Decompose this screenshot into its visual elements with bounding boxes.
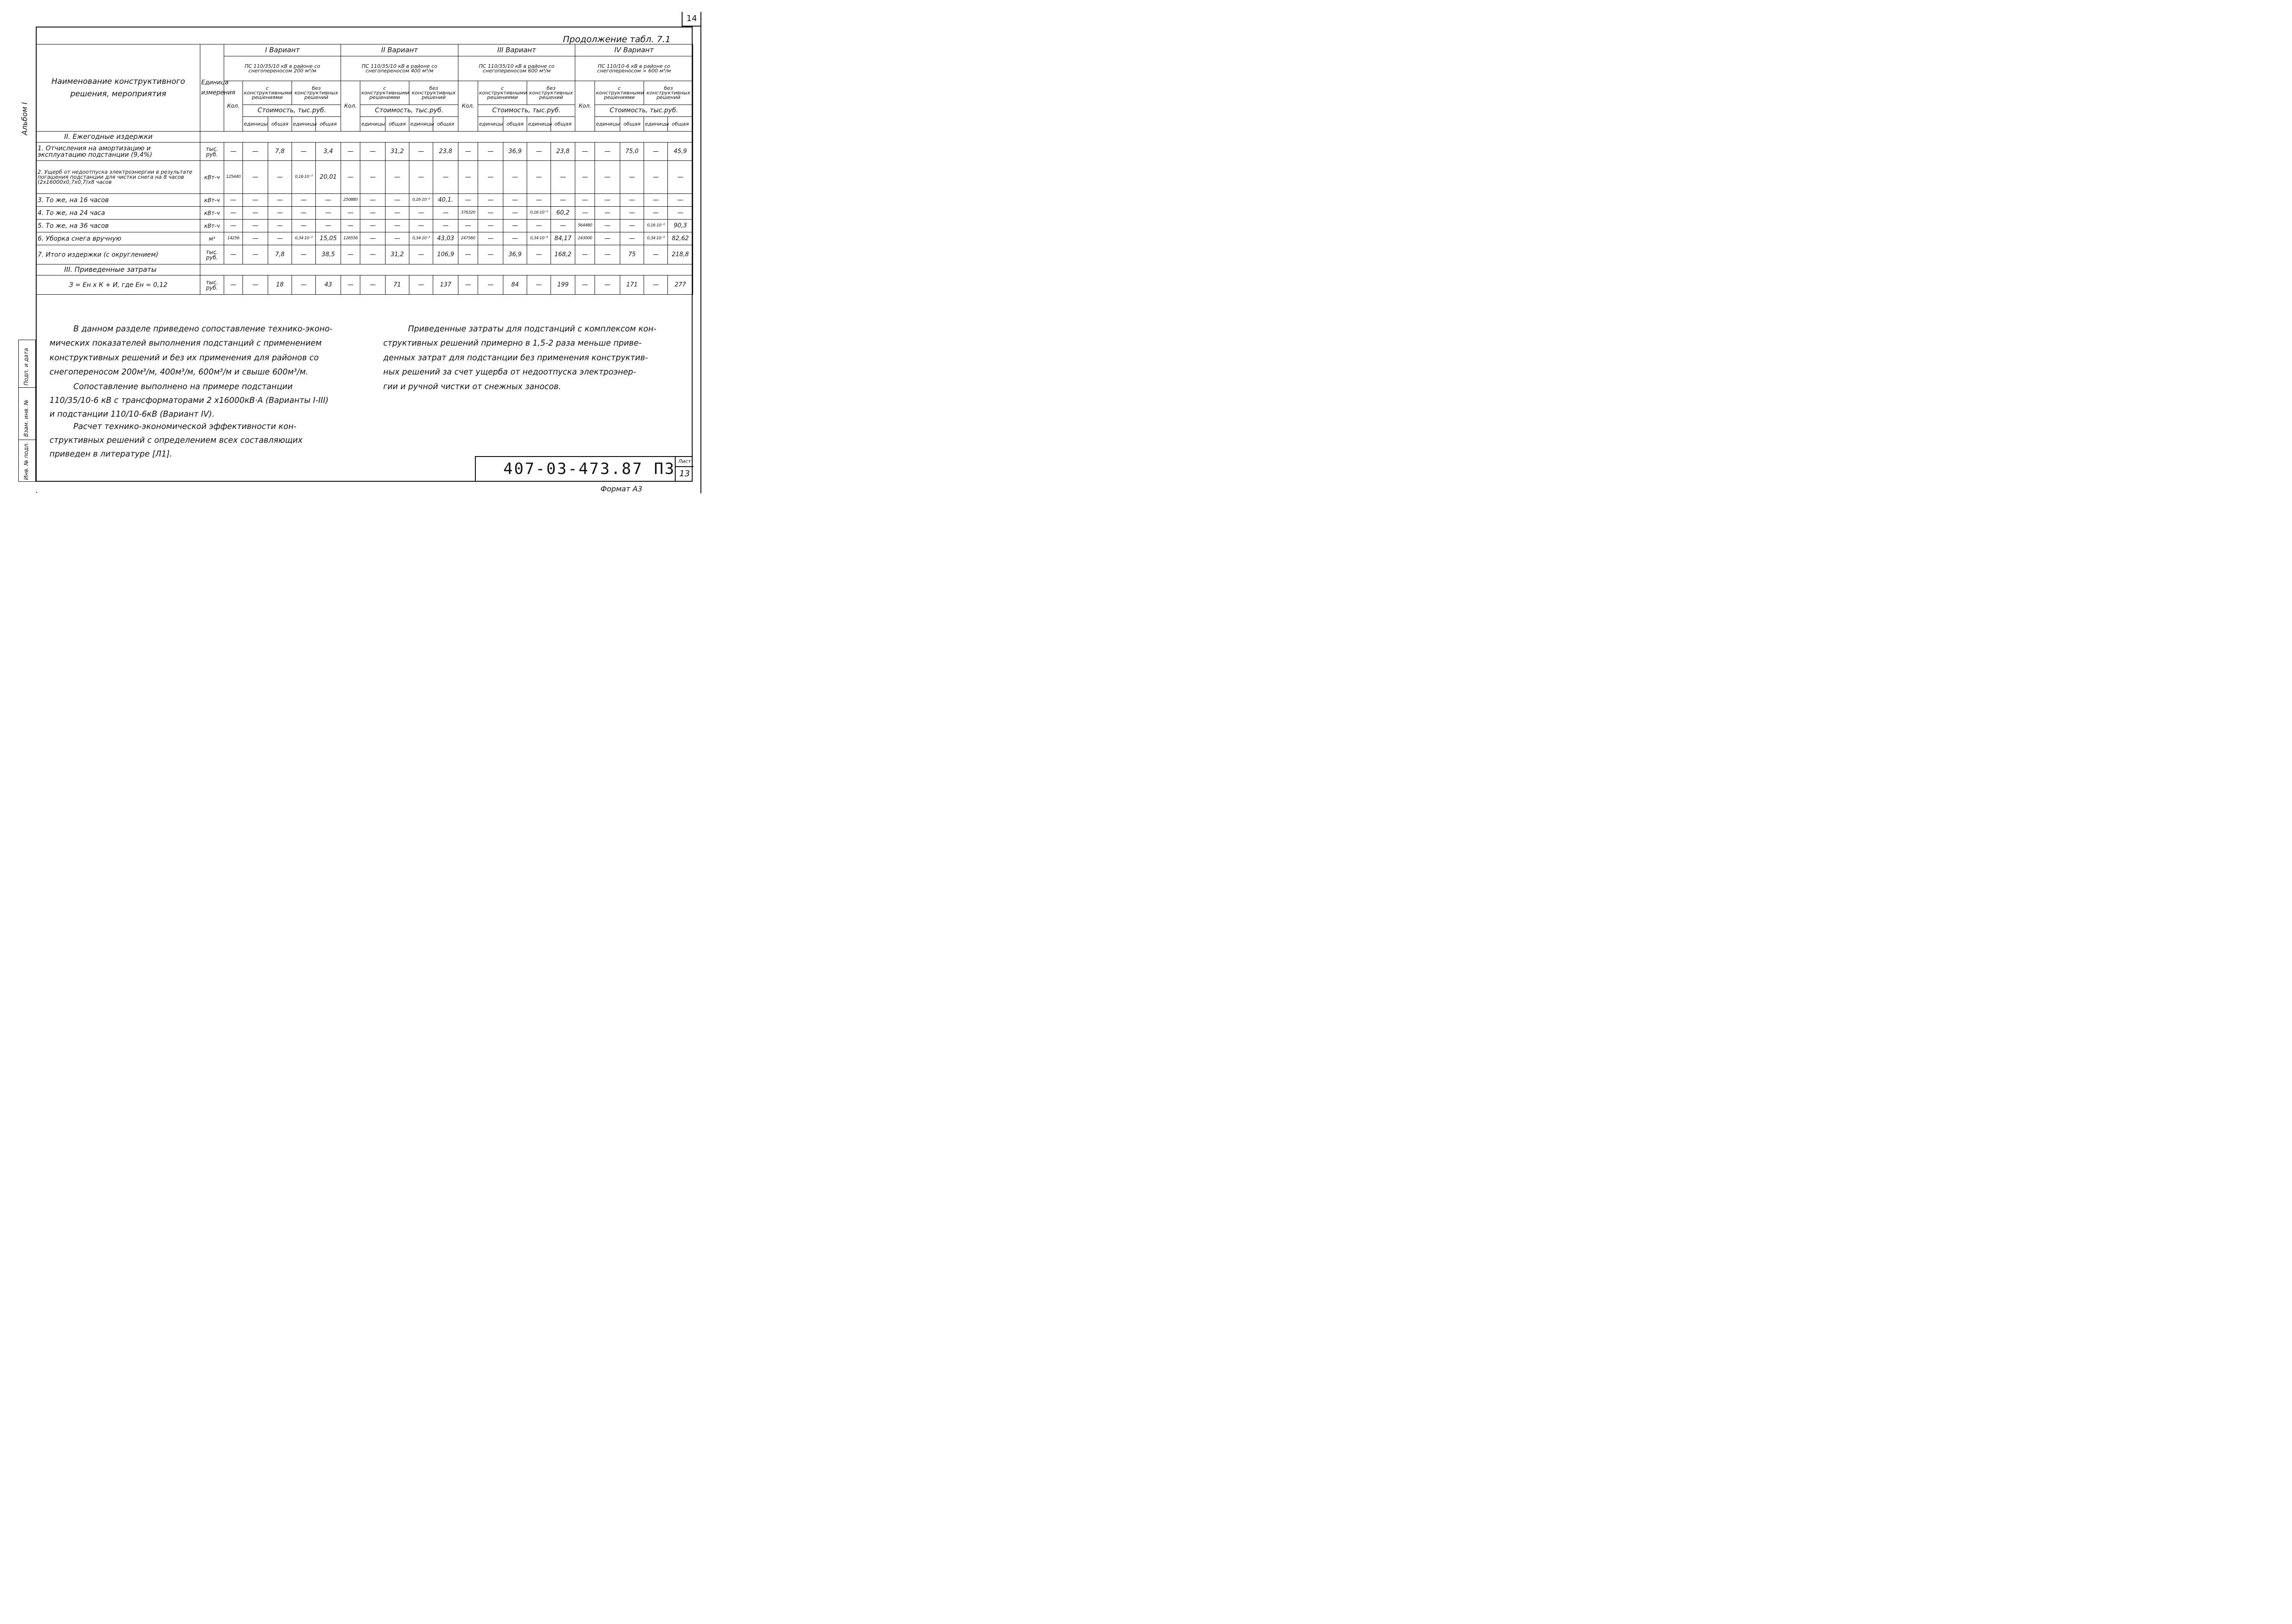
paragraph-line: приведен в литературе [Л1]. — [50, 450, 172, 459]
value-cell: — — [386, 161, 409, 194]
value-cell: 90,3 — [668, 220, 693, 232]
value-cell: 0,34·10⁻³ — [409, 232, 433, 245]
value-cell: 23,8 — [551, 143, 575, 161]
value-cell: — — [341, 143, 360, 161]
unit-cost-header: единицы — [243, 117, 268, 132]
value-cell: — — [292, 275, 316, 295]
value-cell: — — [268, 220, 292, 232]
value-cell: — — [268, 232, 292, 245]
value-cell: — — [458, 161, 478, 194]
value-cell: — — [595, 207, 620, 220]
variant-1-desc: ПС 110/35/10 кВ в районе со снегопереносом 200 м³/м — [224, 56, 341, 81]
row-unit: кВт-ч — [200, 161, 224, 194]
value-cell: — — [341, 245, 360, 264]
value-cell: — — [243, 143, 268, 161]
value-cell: — — [644, 143, 668, 161]
row-name: 5. То же, на 36 часов — [37, 220, 200, 232]
value-cell: — — [292, 143, 316, 161]
value-cell: 168,2 — [551, 245, 575, 264]
value-cell: — — [409, 207, 433, 220]
value-cell: — — [551, 161, 575, 194]
value-cell: 75,0 — [620, 143, 644, 161]
value-cell: — — [268, 207, 292, 220]
value-cell: — — [458, 245, 478, 264]
unit-cost-header: единицы — [360, 117, 386, 132]
paragraph-line: мических показателей выполнения подстанций с применением — [50, 339, 322, 348]
table-row — [37, 220, 693, 232]
value-cell: 82,62 — [668, 232, 693, 245]
value-cell: — — [478, 220, 503, 232]
sheet-label: Лист — [675, 457, 694, 467]
paragraph-line: структивных решений примерно в 1,5-2 раза меньше приве- — [383, 339, 642, 348]
row-name: 7. Итого издержки (с округлением) — [37, 245, 200, 264]
value-cell: 15,05 — [316, 232, 341, 245]
side-stamp — [18, 340, 36, 482]
qty-header: Кол. — [224, 81, 243, 132]
value-cell: 243000 — [575, 232, 595, 245]
unit-cost-header: единицы — [478, 117, 503, 132]
value-cell: 3,4 — [316, 143, 341, 161]
value-cell: 0,34·10⁻³ — [644, 232, 668, 245]
variant-1-title: I Вариант — [224, 44, 341, 56]
value-cell: 0,16·10⁻³ — [527, 207, 551, 220]
unit-cost-header: единицы — [409, 117, 433, 132]
value-cell: — — [478, 232, 503, 245]
paragraph-line: конструктивных решений и без их применения для районов со — [50, 353, 319, 363]
side-replace-inv: Взам. инв. № — [23, 399, 29, 437]
value-cell: — — [292, 207, 316, 220]
value-cell: 106,9 — [433, 245, 458, 264]
value-cell: — — [409, 245, 433, 264]
value-cell: — — [316, 220, 341, 232]
total-cost-header: общая — [620, 117, 644, 132]
value-cell: 84 — [503, 275, 527, 295]
value-cell: — — [409, 143, 433, 161]
value-cell: — — [620, 194, 644, 207]
value-cell: 20,01 — [316, 161, 341, 194]
total-cost-header: общая — [386, 117, 409, 132]
value-cell: — — [527, 220, 551, 232]
cost-header: Стоимость, тыс.руб. — [360, 105, 458, 117]
value-cell: — — [644, 161, 668, 194]
value-cell: — — [478, 207, 503, 220]
value-cell: — — [341, 220, 360, 232]
paragraph-line: ных решений за счет ущерба от недоотпуска электроэнер- — [383, 368, 636, 377]
value-cell: 0,16·10⁻³ — [409, 194, 433, 207]
value-cell: — — [551, 194, 575, 207]
value-cell: — — [458, 220, 478, 232]
value-cell: 7,8 — [268, 143, 292, 161]
value-cell: 218,8 — [668, 245, 693, 264]
value-cell: — — [458, 275, 478, 295]
value-cell: — — [503, 220, 527, 232]
value-cell: — — [595, 275, 620, 295]
value-cell: 171 — [620, 275, 644, 295]
paragraph-line: Сопоставление выполнено на примере подстанции — [73, 382, 293, 391]
unit-cost-header: единицы — [292, 117, 316, 132]
value-cell: — — [243, 207, 268, 220]
value-cell: — — [503, 161, 527, 194]
value-cell: — — [668, 207, 693, 220]
value-cell: — — [292, 194, 316, 207]
value-cell: — — [644, 245, 668, 264]
table-row — [37, 161, 693, 194]
right-border — [700, 12, 701, 493]
value-cell: 40,1. — [433, 194, 458, 207]
value-cell: — — [668, 161, 693, 194]
total-cost-header: общая — [268, 117, 292, 132]
value-cell: — — [409, 161, 433, 194]
without-solutions-header: без конструктивных решений — [527, 81, 575, 105]
unit-col-header: Единица измерения — [200, 44, 224, 132]
variant-2-title: II Вариант — [341, 44, 458, 56]
sheet-number: 13 — [675, 467, 694, 482]
with-solutions-header: с конструктивными решениями — [478, 81, 527, 105]
qty-header: Кол. — [575, 81, 595, 132]
row-name: 4. То же, на 24 часа — [37, 207, 200, 220]
value-cell: 277 — [668, 275, 693, 295]
value-cell: 31,2 — [386, 143, 409, 161]
table-row — [37, 245, 693, 264]
value-cell: — — [433, 161, 458, 194]
without-solutions-header: без конструктивных решений — [644, 81, 693, 105]
album-label: Альбом I — [20, 102, 29, 135]
value-cell: — — [243, 220, 268, 232]
unit-cost-header: единицы — [595, 117, 620, 132]
value-cell: — — [595, 232, 620, 245]
side-sign-date: Подп. и дата — [23, 348, 29, 385]
value-cell: 376320 — [458, 207, 478, 220]
value-cell: 75 — [620, 245, 644, 264]
value-cell: 45,9 — [668, 143, 693, 161]
value-cell: 60,2 — [551, 207, 575, 220]
paragraph-line: 110/35/10-6 кВ с трансформаторами 2 x16000кВ·А (Варианты I-III) — [50, 396, 329, 405]
top-sheet-number: 14 — [682, 12, 701, 27]
value-cell: — — [433, 220, 458, 232]
value-cell: — — [575, 161, 595, 194]
value-cell: — — [360, 194, 386, 207]
value-cell: — — [268, 161, 292, 194]
value-cell: — — [458, 194, 478, 207]
paragraph-line: снегопереносом 200м³/м, 400м³/м, 600м³/м и свыше 600м³/м. — [50, 368, 309, 377]
paragraph-line: денных затрат для подстанции без применения конструктив- — [383, 353, 648, 363]
value-cell: — — [386, 207, 409, 220]
value-cell: — — [595, 143, 620, 161]
value-cell: 43,03 — [433, 232, 458, 245]
row-name: 1. Отчисления на амортизацию и эксплуатацию подстанции (9,4%) — [37, 143, 200, 161]
name-col-header: Наименование конструктивного решения, мероприятия — [37, 44, 200, 132]
value-cell: — — [644, 275, 668, 295]
paragraph-line: В данном разделе приведено сопоставление технико-эконо- — [73, 325, 333, 334]
side-inv-original: Инв. № подл. — [23, 442, 29, 480]
value-cell: — — [316, 207, 341, 220]
value-cell: — — [360, 207, 386, 220]
value-cell: — — [386, 220, 409, 232]
cost-header: Стоимость, тыс.руб. — [478, 105, 575, 117]
value-cell: — — [243, 161, 268, 194]
value-cell: 0,34·10⁻³ — [527, 232, 551, 245]
value-cell: — — [224, 194, 243, 207]
value-cell: — — [595, 161, 620, 194]
value-cell: 247560 — [458, 232, 478, 245]
row-unit: тыс. руб. — [200, 143, 224, 161]
value-cell: 84,17 — [551, 232, 575, 245]
value-cell: — — [527, 143, 551, 161]
value-cell: — — [224, 143, 243, 161]
value-cell: — — [503, 232, 527, 245]
paragraph-line: гии и ручной чистки от снежных заносов. — [383, 382, 561, 391]
value-cell: 31,2 — [386, 245, 409, 264]
row-unit: кВт-ч — [200, 220, 224, 232]
total-cost-header: общая — [316, 117, 341, 132]
value-cell: — — [595, 194, 620, 207]
value-cell: — — [620, 161, 644, 194]
row-unit: тыс. руб. — [200, 275, 224, 295]
value-cell: — — [644, 194, 668, 207]
value-cell: — — [409, 220, 433, 232]
row-unit: тыс. руб. — [200, 245, 224, 264]
paragraph-line: и подстанции 110/10-6кВ (Вариант IV). — [50, 410, 215, 419]
section-annual-costs: II. Ежегодные издержки — [37, 132, 200, 143]
value-cell: — — [292, 220, 316, 232]
document-code: 407-03-473.87 ПЗ — [503, 460, 676, 478]
value-cell: 250880 — [341, 194, 360, 207]
value-cell: — — [527, 245, 551, 264]
value-cell: — — [224, 245, 243, 264]
table-row — [37, 207, 693, 220]
value-cell: — — [595, 220, 620, 232]
unit-cost-header: единицы — [527, 117, 551, 132]
variant-4-title: IV Вариант — [575, 44, 693, 56]
section-reduced-costs: III. Приведенные затраты — [37, 264, 200, 275]
cost-table — [36, 44, 693, 295]
value-cell: 0,34·10⁻³ — [292, 232, 316, 245]
value-cell: 36,9 — [503, 143, 527, 161]
without-solutions-header: без конструктивных решений — [292, 81, 341, 105]
variant-2-desc: ПС 110/35/10 кВ в районе со снегопереносом 400 м³/м — [341, 56, 458, 81]
value-cell: 23,8 — [433, 143, 458, 161]
value-cell: — — [478, 143, 503, 161]
variant-3-desc: ПС 110/35/10 кВ в районе со снегопереносом 600 м³/м — [458, 56, 575, 81]
table-row — [37, 232, 693, 245]
variant-3-title: III Вариант — [458, 44, 575, 56]
value-cell: — — [409, 275, 433, 295]
paragraph-line: Расчет технико-экономической эффективности кон- — [73, 422, 297, 431]
value-cell: — — [224, 275, 243, 295]
table-row — [37, 275, 693, 295]
value-cell: 0,16·10⁻³ — [644, 220, 668, 232]
value-cell: — — [341, 275, 360, 295]
value-cell: — — [243, 275, 268, 295]
value-cell: — — [644, 207, 668, 220]
without-solutions-header: без конструктивных решений — [409, 81, 458, 105]
variant-4-desc: ПС 110/10-6 кВ в районе со снегопереносом > 600 м³/м — [575, 56, 693, 81]
row-unit: м³ — [200, 232, 224, 245]
row-name: З = Ен x К + И, где Ен = 0,12 — [37, 275, 200, 295]
row-unit: кВт-ч — [200, 207, 224, 220]
unit-cost-header: единицы — [644, 117, 668, 132]
total-cost-header: общая — [551, 117, 575, 132]
table-row — [37, 143, 693, 161]
value-cell: — — [341, 161, 360, 194]
value-cell: — — [620, 220, 644, 232]
title-block — [475, 456, 693, 482]
value-cell: 126556 — [341, 232, 360, 245]
value-cell: — — [478, 245, 503, 264]
with-solutions-header: с конструктивными решениями — [595, 81, 644, 105]
value-cell: — — [595, 245, 620, 264]
value-cell: — — [620, 207, 644, 220]
value-cell: — — [341, 207, 360, 220]
total-cost-header: общая — [503, 117, 527, 132]
value-cell: 71 — [386, 275, 409, 295]
value-cell: — — [224, 207, 243, 220]
value-cell: — — [575, 245, 595, 264]
total-cost-header: общая — [668, 117, 693, 132]
value-cell: — — [575, 194, 595, 207]
value-cell: — — [458, 143, 478, 161]
value-cell: — — [292, 245, 316, 264]
paragraph-line: Приведенные затраты для подстанций с комплексом кон- — [408, 325, 656, 334]
paragraph-line: структивных решений с определением всех составляющих — [50, 436, 303, 445]
value-cell: — — [503, 194, 527, 207]
value-cell: 7,8 — [268, 245, 292, 264]
value-cell: — — [575, 143, 595, 161]
value-cell: — — [386, 194, 409, 207]
value-cell: 137 — [433, 275, 458, 295]
cost-header: Стоимость, тыс.руб. — [243, 105, 341, 117]
row-name: 6. Уборка снега вручную — [37, 232, 200, 245]
value-cell: — — [316, 194, 341, 207]
row-unit: кВт-ч — [200, 194, 224, 207]
row-name: 2. Ущерб от недоотпуска электроэнергии в результате погашения подстанции для чистки снега на 8 часов (2x16000x0,7x0,7)x8 часов — [37, 161, 200, 194]
row-name: 3. То же, на 16 часов — [37, 194, 200, 207]
value-cell: — — [620, 232, 644, 245]
value-cell: 199 — [551, 275, 575, 295]
value-cell: — — [243, 245, 268, 264]
value-cell: 125440 — [224, 161, 243, 194]
value-cell: — — [527, 275, 551, 295]
value-cell: — — [527, 194, 551, 207]
value-cell: — — [575, 207, 595, 220]
value-cell: — — [527, 161, 551, 194]
value-cell: 14256 — [224, 232, 243, 245]
value-cell: 38,5 — [316, 245, 341, 264]
with-solutions-header: с конструктивными решениями — [360, 81, 409, 105]
value-cell: — — [478, 275, 503, 295]
value-cell: 0,16·10⁻³ — [292, 161, 316, 194]
total-cost-header: общая — [433, 117, 458, 132]
with-solutions-header: с конструктивными решениями — [243, 81, 292, 105]
value-cell: — — [360, 220, 386, 232]
value-cell: — — [360, 245, 386, 264]
qty-header: Кол. — [341, 81, 360, 132]
value-cell: — — [243, 194, 268, 207]
value-cell: — — [478, 161, 503, 194]
value-cell: — — [243, 232, 268, 245]
value-cell: — — [575, 275, 595, 295]
table-row — [37, 194, 693, 207]
value-cell: 18 — [268, 275, 292, 295]
value-cell: 564480 — [575, 220, 595, 232]
value-cell: 43 — [316, 275, 341, 295]
value-cell: — — [224, 220, 243, 232]
value-cell: — — [360, 232, 386, 245]
value-cell: — — [360, 275, 386, 295]
value-cell: — — [268, 194, 292, 207]
value-cell: — — [551, 220, 575, 232]
value-cell: — — [386, 232, 409, 245]
continuation-label: Продолжение табл. 7.1 — [563, 34, 671, 44]
value-cell: — — [478, 194, 503, 207]
value-cell: — — [360, 161, 386, 194]
cost-header: Стоимость, тыс.руб. — [595, 105, 693, 117]
value-cell: — — [503, 207, 527, 220]
value-cell: — — [433, 207, 458, 220]
value-cell: — — [360, 143, 386, 161]
qty-header: Кол. — [458, 81, 478, 132]
value-cell: — — [668, 194, 693, 207]
value-cell: 36,9 — [503, 245, 527, 264]
format-label: Формат А3 — [601, 484, 643, 493]
